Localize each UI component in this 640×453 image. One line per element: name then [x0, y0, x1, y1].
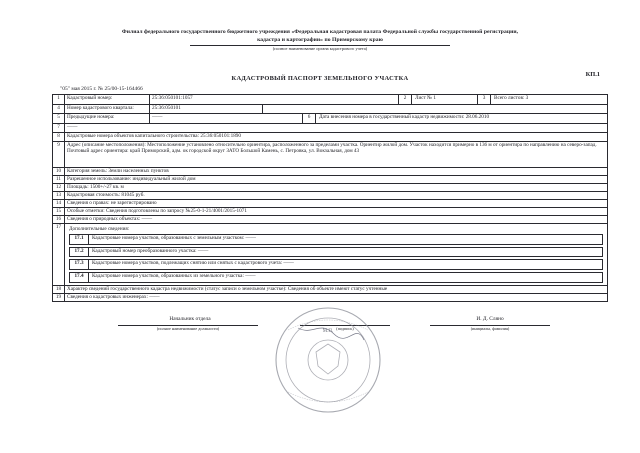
table-row [53, 199, 608, 207]
table-row [53, 191, 608, 199]
address-description: Адрес (описание местоположения): Местоположение установлено относительно ориентира, расположенного за пределами участка. Ориентир жилой дом. Участок находится примерно в 136 м от ориентира по направлению на северо-запад. Почтовый адрес ориентира: край Приморский, адм. ок городской округ ЗАТО Большой Камень, с. Петровка, ул. Вокзальная, дом 43 [65, 141, 608, 167]
record-status: Характер сведений государственного кадастра недвижимости (статус записи о земельном участке): Сведения об объекте имеют статус учтенные [65, 285, 608, 293]
subrow-text: Кадастровые номера участков, образованных с земельным участком: —— [92, 235, 256, 242]
signer-name: И. Д. Сляно [476, 316, 504, 322]
list-item [69, 259, 603, 270]
table-row [53, 183, 608, 191]
row-number: 13 [53, 191, 65, 199]
previous-numbers-value: —— [150, 114, 303, 123]
cadastral-engineers: Сведения о кадастровых инженерах: —— [65, 293, 608, 301]
capital-objects: Кадастровые номера объектов капитального строительства: 25:36:050101:1890 [65, 132, 608, 141]
table-row [53, 114, 608, 124]
signature-caption: (подпись) [336, 326, 354, 331]
additional-info-label: Дополнительные сведения: [69, 225, 130, 232]
cadastral-value: Кадастровая стоимость: 81045 руб. [65, 191, 608, 199]
row-number: 10 [53, 167, 65, 175]
row-number: 7 [53, 123, 65, 132]
table-row [53, 207, 608, 215]
subrow-text: Кадастровые номера участков, образованных из земельного участка: —— [92, 272, 256, 279]
subrow-text: Кадастровый номер преобразованного участка: —— [92, 247, 209, 254]
quarter-label: Номер кадастрового квартала: [65, 105, 150, 114]
document-title: КАДАСТРОВЫЙ ПАСПОРТ ЗЕМЕЛЬНОГО УЧАСТКА [231, 75, 409, 82]
header-org-line2: кадастра и картографии» по Приморскому краю [257, 37, 383, 43]
row-number: 4 [53, 104, 65, 114]
area: Площадь: 1500+/-27 кв. м [65, 183, 608, 191]
row-number: 12 [53, 183, 65, 191]
subrow-number: 17.2 [70, 248, 89, 257]
position-caption: (полное наименование должности) [156, 326, 220, 331]
registration-date-label: Дата внесения номера в государственный кадастр недвижимости: [319, 114, 465, 121]
natural-objects: Сведения о природных объектах: —— [65, 215, 608, 223]
document-date-number: "05" мая 2015 г. № 25/00-15-164466 [60, 86, 143, 92]
subrow-number: 17.3 [70, 260, 89, 269]
row-number: 18 [53, 285, 65, 293]
header-org-line1: Филиал федерального государственного бюджетного учреждения «Федеральная кадастровая палата Федеральной службы государственной регистрации, [121, 29, 519, 35]
cadastral-number-label: Кадастровый номер: [65, 95, 150, 104]
form-code: КП.1 [585, 71, 600, 78]
table-row [53, 132, 608, 141]
previous-numbers-label: Предыдущие номера: [65, 114, 150, 123]
cadastral-number-value: 25:36:050101:1057 [150, 95, 399, 104]
cell-number: 3 [478, 95, 491, 104]
rights-info: Сведения о правах: не зарегистрировано [65, 199, 608, 207]
row-number: 17 [53, 223, 65, 285]
row-number: 11 [53, 175, 65, 183]
table-row [53, 223, 608, 285]
list-item [69, 247, 603, 258]
subrow-number: 17.1 [70, 235, 89, 244]
list-item [69, 234, 603, 245]
table-row [53, 167, 608, 175]
name-caption: (инициалы, фамилия) [470, 326, 510, 331]
row-number: 8 [53, 132, 65, 141]
row-number: 9 [53, 141, 65, 167]
row-number: 1 [53, 95, 65, 105]
land-category: Категория земель: Земли населенных пунктов [65, 167, 608, 175]
subrow-text: Кадастровые номера участков, подлежащих снятию или снятых с кадастрового учета: —— [92, 260, 294, 267]
official-seal [268, 300, 388, 420]
total-sheets: Всего листов: 3 [494, 95, 529, 101]
sheet-number: Лист № 1 [412, 95, 478, 104]
header-caption: (полное наименование органа кадастрового учета) [272, 45, 368, 51]
passport-table [52, 94, 608, 302]
table-row [53, 123, 608, 132]
stamp-mark: М.П. [322, 329, 334, 334]
row-number: 16 [53, 215, 65, 223]
subrow-number: 17.4 [70, 273, 89, 282]
row-number: 19 [53, 293, 65, 301]
row-7-value: —— [65, 123, 608, 132]
signer-position: Начальник отдела [169, 316, 211, 322]
special-notes: Особые отметки: Сведения подготовлены по запросу №25-0-1-21/4001/2015-1071 [65, 207, 608, 215]
table-row [53, 175, 608, 183]
permitted-use: Разрешенное использование: индивидуальный жилой дом [65, 175, 608, 183]
row-number: 5 [53, 114, 65, 124]
registration-date-value: 28.06.2010 [465, 114, 490, 121]
row-number: 15 [53, 207, 65, 215]
table-row [53, 285, 608, 293]
cell-number: 6 [303, 114, 316, 123]
list-item [69, 272, 603, 283]
quarter-value: 25:36:050101 [150, 105, 263, 114]
row-number: 14 [53, 199, 65, 207]
table-row [53, 215, 608, 223]
cell-number: 2 [399, 95, 412, 104]
table-row [53, 104, 608, 114]
table-row [53, 141, 608, 167]
table-row [53, 95, 608, 105]
